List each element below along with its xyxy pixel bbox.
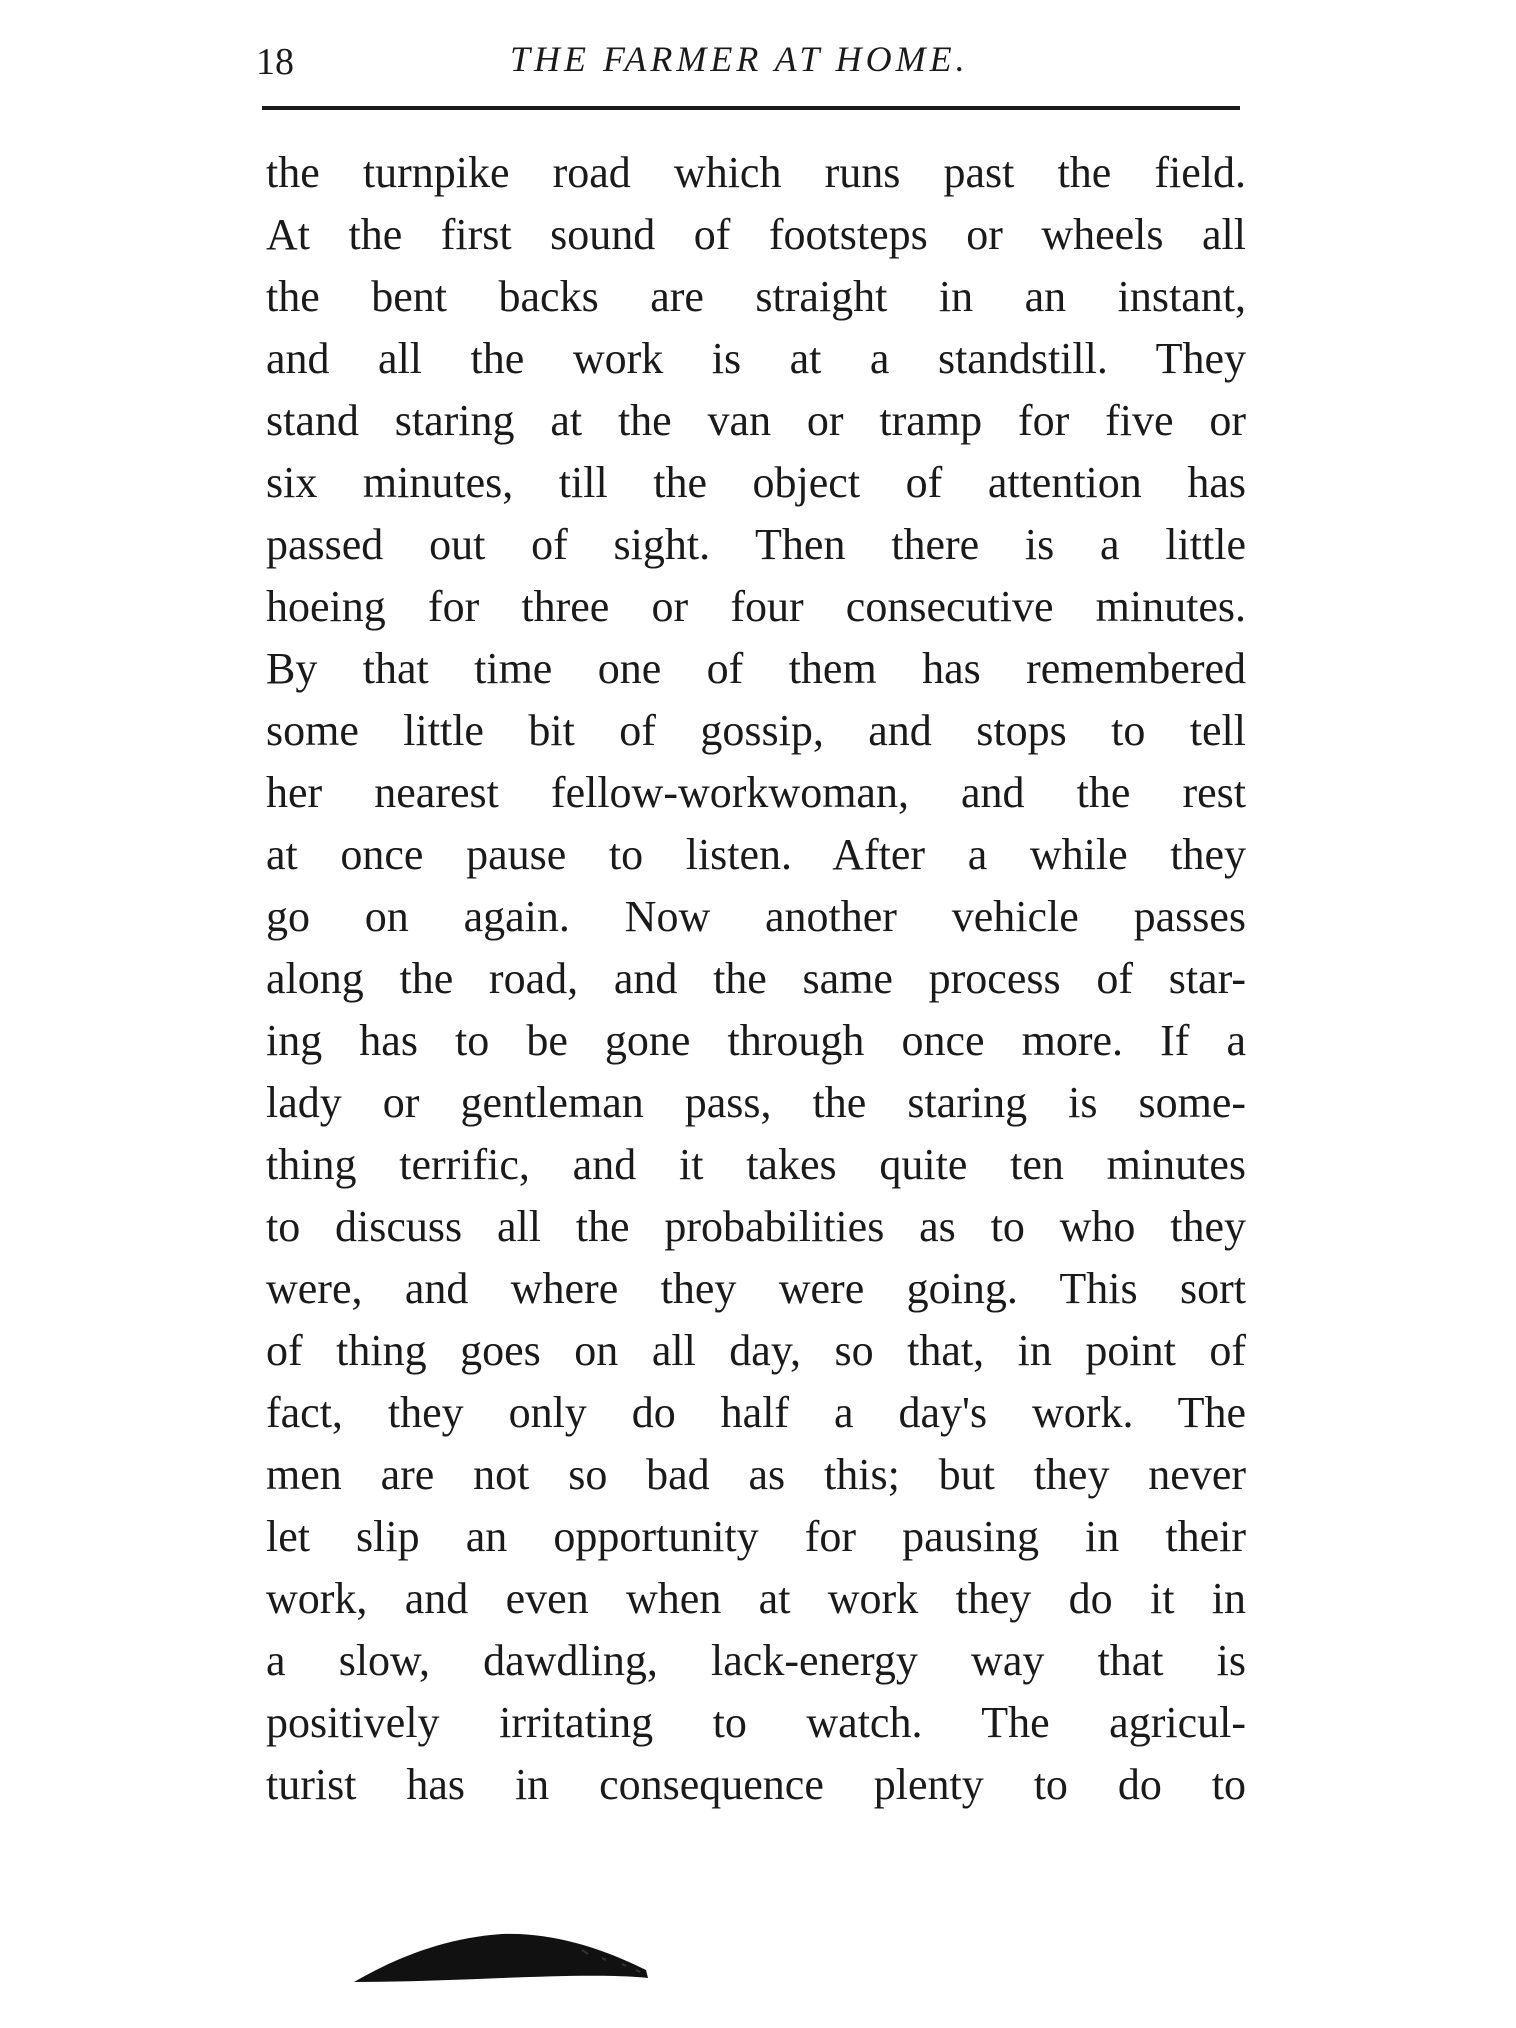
text-line: go on again. Now another vehicle passes (266, 892, 1246, 941)
text-line: work, and even when at work they do it in (266, 1574, 1246, 1623)
text-line: positively irritating to watch. The agricul- (266, 1698, 1246, 1747)
text-line: ing has to be gone through once more. If a (266, 1016, 1246, 1065)
page-number: 18 (256, 41, 294, 83)
text-line: thing terrific, and it takes quite ten minutes (266, 1140, 1246, 1189)
text-line: a slow, dawdling, lack-energy way that is (266, 1636, 1246, 1685)
text-line: the turnpike road which runs past the field. (266, 148, 1246, 197)
text-line: of thing goes on all day, so that, in point of (266, 1326, 1246, 1375)
text-line: lady or gentleman pass, the staring is some- (266, 1078, 1246, 1127)
text-line: some little bit of gossip, and stops to tell (266, 706, 1246, 755)
text-line: let slip an opportunity for pausing in their (266, 1512, 1246, 1561)
text-line: stand staring at the van or tramp for five or (266, 396, 1246, 445)
text-line: turist has in consequence plenty to do to (266, 1760, 1246, 1809)
text-line: the bent backs are straight in an instant, (266, 272, 1246, 321)
text-line: were, and where they were going. This sort (266, 1264, 1246, 1313)
text-line: along the road, and the same process of star- (266, 954, 1246, 1003)
text-line: her nearest fellow-workwoman, and the rest (266, 768, 1246, 817)
text-line: fact, they only do half a day's work. The (266, 1388, 1246, 1437)
text-line: to discuss all the probabilities as to who they (266, 1202, 1246, 1251)
text-line: and all the work is at a standstill. They (266, 334, 1246, 383)
running-head-title: THE FARMER AT HOME. (510, 39, 969, 79)
text-line: hoeing for three or four consecutive minutes. (266, 582, 1246, 631)
header-rule (262, 106, 1240, 110)
text-line: At the first sound of footsteps or wheels all (266, 210, 1246, 259)
text-line: at once pause to listen. After a while they (266, 830, 1246, 879)
text-line: passed out of sight. Then there is a little (266, 520, 1246, 569)
text-line: By that time one of them has remembered (266, 644, 1246, 693)
ink-blot-mark (352, 1920, 652, 1984)
body-text (266, 142, 1246, 1816)
text-line: men are not so bad as this; but they never (266, 1450, 1246, 1499)
text-line: six minutes, till the object of attention has (266, 458, 1246, 507)
